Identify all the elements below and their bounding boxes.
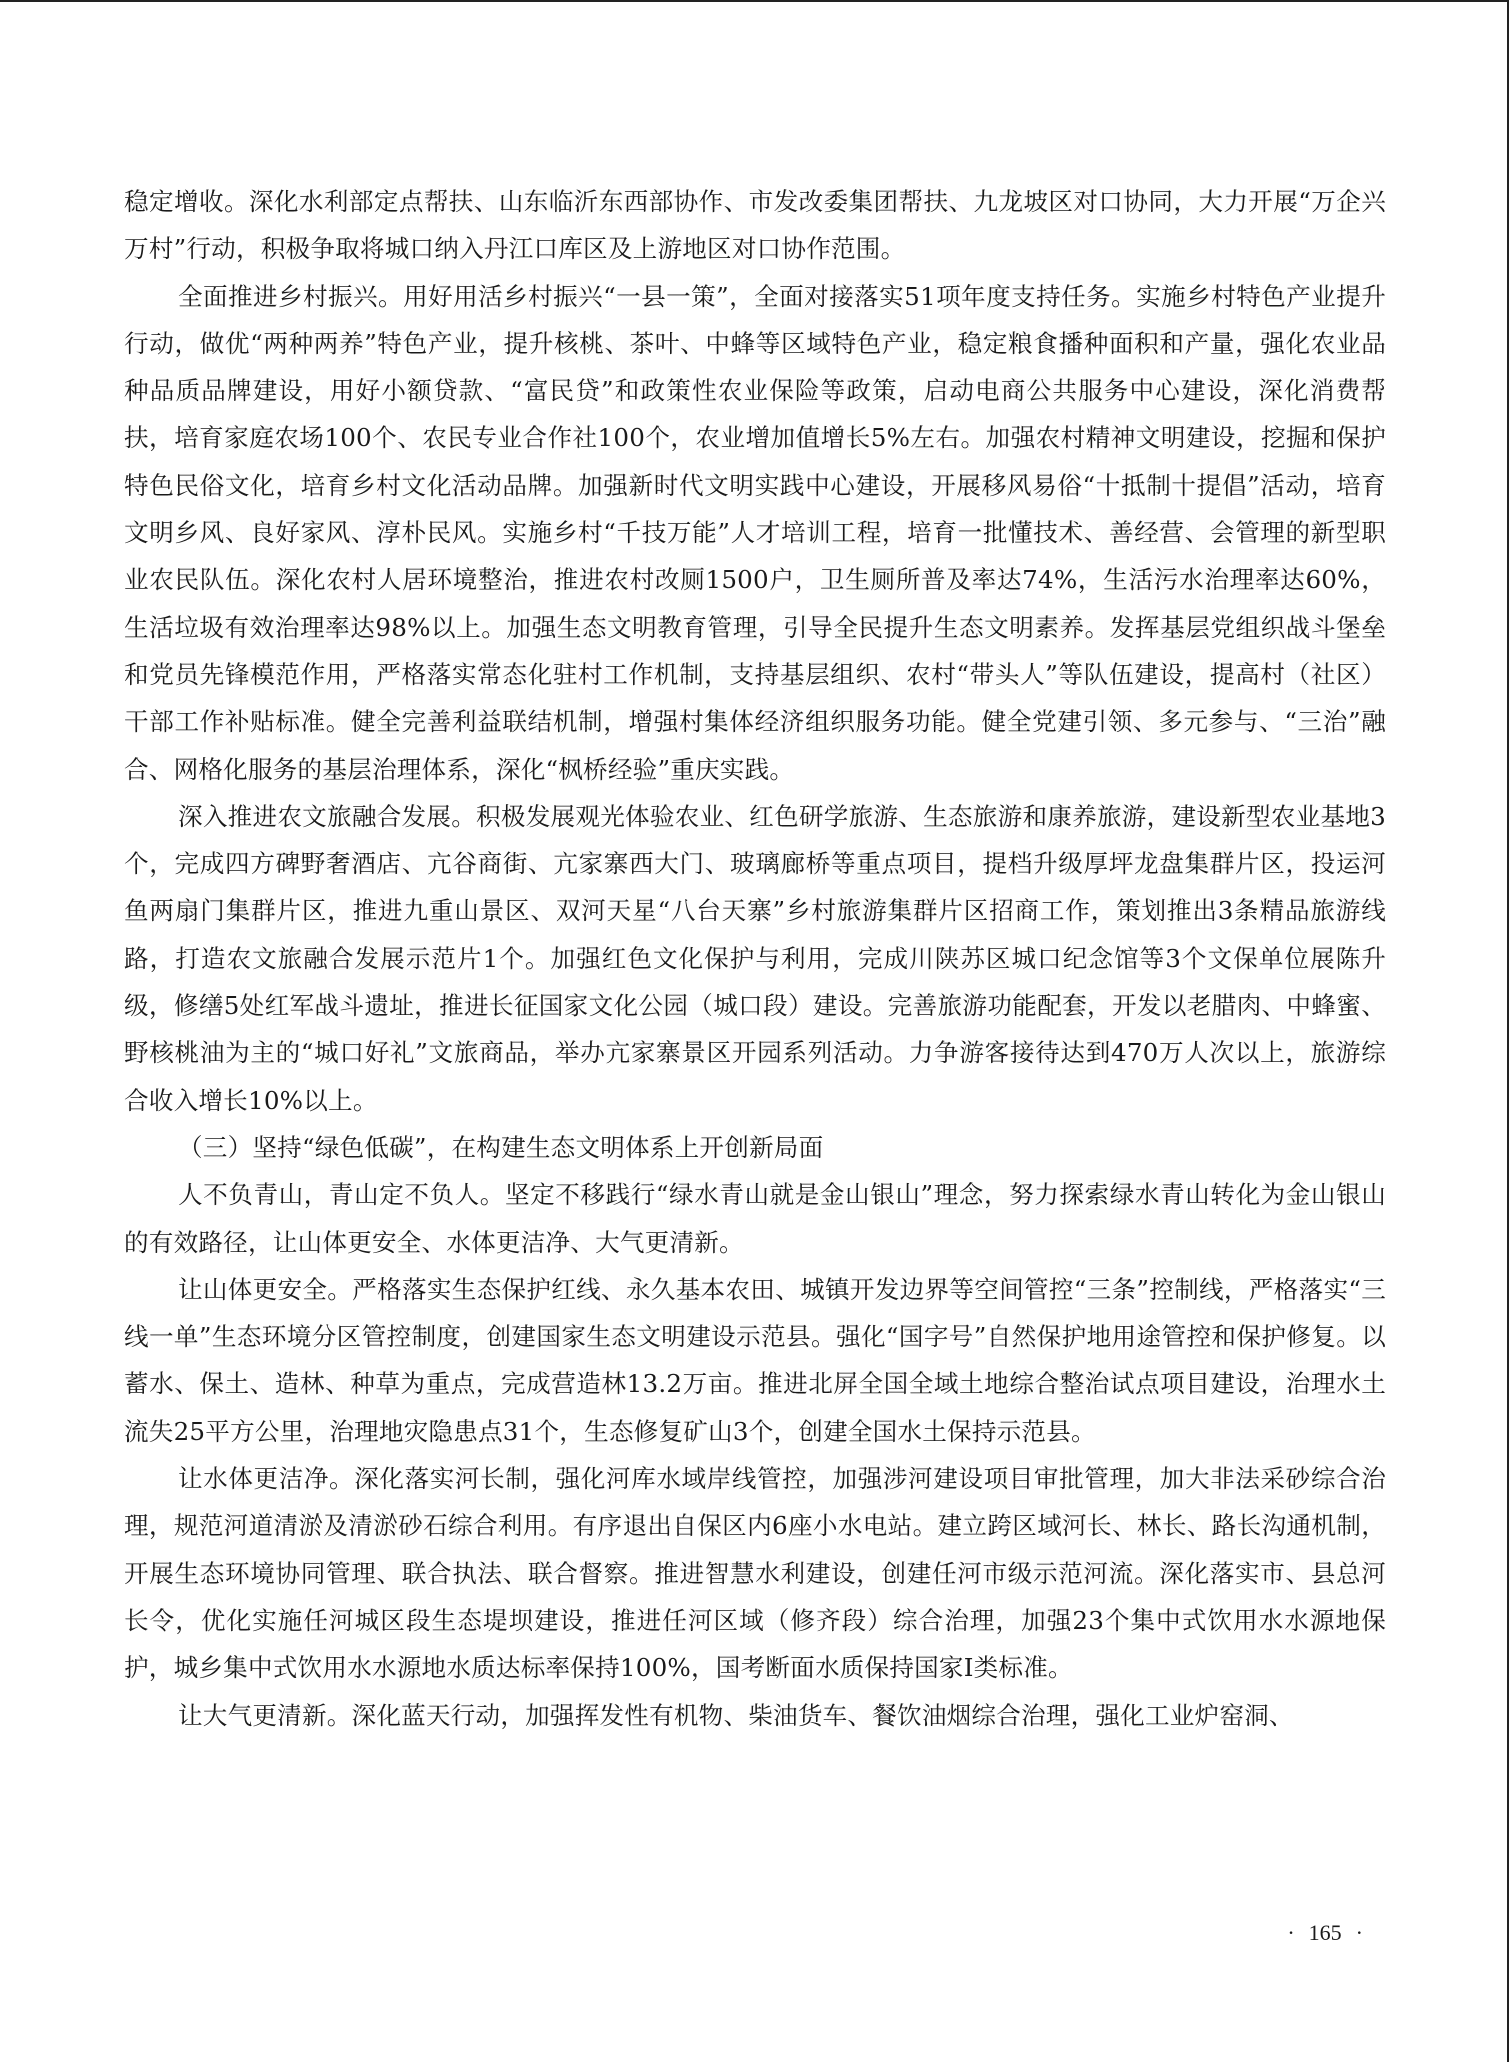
paragraph-water-clean: 让水体更洁净。深化落实河长制，强化河库水域岸线管控，加强涉河建设项目审批管理，加大非法采砂综合治理，规范河道清淤及清淤砂石综合利用。有序退出自保区内6座小水电站。建立跨区域河长、林长、路长沟通机制，开展生态环境协同管理、联合执法、联合督察。推进智慧水利建设，创建任河市级示范河流。深化落实市、县总河长令，优化实施任河城区段生态堤坝建设，推进任河区域（修齐段）综合治理，加强23个集中式饮用水水源地保护，城乡集中式饮用水水源地水质达标率保持100%，国考断面水质保持国家Ⅰ类标准。: [124, 1464, 1386, 1683]
body-text: [124, 178, 1386, 1739]
paragraph-mountain-safety: 让山体更安全。严格落实生态保护红线、永久基本农田、城镇开发边界等空间管控“三条”控制线，严格落实“三线一单”生态环境分区管控制度，创建国家生态文明建设示范县。强化“国字号”自然保护地用途管控和保护修复。以蓄水、保土、造林、种草为重点，完成营造林13.2万亩。推进北屏全国全域土地综合整治试点项目建设，治理水土流失25平方公里，治理地灾隐患点31个，生态修复矿山3个，创建全国水土保持示范县。: [124, 1274, 1386, 1446]
page-number: 165: [1308, 1920, 1342, 1945]
page-number-dot-left: ·: [1287, 1920, 1295, 1945]
section-heading: （三）坚持“绿色低碳”，在构建生态文明体系上开创新局面: [178, 1132, 824, 1162]
paragraph-green-mountains: 人不负青山，青山定不负人。坚定不移践行“绿水青山就是金山银山”理念，努力探索绿水青山转化为金山银山的有效路径，让山体更安全、水体更洁净、大气更清新。: [124, 1180, 1386, 1257]
paragraph-rural-revitalization: 全面推进乡村振兴。用好用活乡村振兴“一县一策”，全面对接落实51项年度支持任务。实施乡村特色产业提升行动，做优“两种两养”特色产业，提升核桃、茶叶、中蜂等区域特色产业，稳定粮食播种面积和产量，强化农业品种品质品牌建设，用好小额贷款、“富民贷”和政策性农业保险等政策，启动电商公共服务中心建设，深化消费帮扶，培育家庭农场100个、农民专业合作社100个，农业增加值增长5%左右。加强农村精神文明建设，挖掘和保护特色民俗文化，培育乡村文化活动品牌。加强新时代文明实践中心建设，开展移风易俗“十抵制十提倡”活动，培育文明乡风、良好家风、淳朴民风。实施乡村“千技万能”人才培训工程，培育一批懂技术、善经营、会管理的新型职业农民队伍。深化农村人居环境整治，推进农村改厕1500户，卫生厕所普及率达74%，生活污水治理率达60%，生活垃圾有效治理率达98%以上。加强生态文明教育管理，引导全民提升生态文明素养。发挥基层党组织战斗堡垒和党员先锋模范作用，严格落实常态化驻村工作机制，支持基层组织、农村“带头人”等队伍建设，提高村（社区）干部工作补贴标准。健全完善利益联结机制，增强村集体经济组织服务功能。健全党建引领、多元参与、“三治”融合、网格化服务的基层治理体系，深化“枫桥经验”重庆实践。: [124, 281, 1386, 784]
page-number-footer: [1273, 1920, 1377, 1946]
paragraph-agri-culture-tourism: 深入推进农文旅融合发展。积极发展观光体验农业、红色研学旅游、生态旅游和康养旅游，建设新型农业基地3个，完成四方碑野奢酒店、亢谷商街、亢家寨西大门、玻璃廊桥等重点项目，提档升级厚坪龙盘集群片区，投运河鱼两扇门集群片区，推进九重山景区、双河天星“八台天寨”乡村旅游集群片区招商工作，策划推出3条精品旅游线路，打造农文旅融合发展示范片1个。加强红色文化保护与利用，完成川陕苏区城口纪念馆等3个文保单位展陈升级，修缮5处红军战斗遗址，推进长征国家文化公园（城口段）建设。完善旅游功能配套，开发以老腊肉、中蜂蜜、野核桃油为主的“城口好礼”文旅商品，举办亢家寨景区开园系列活动。力争游客接待达到470万人次以上，旅游综合收入增长10%以上。: [124, 801, 1386, 1115]
paragraph-continuation: 稳定增收。深化水利部定点帮扶、山东临沂东西部协作、市发改委集团帮扶、九龙坡区对口协同，大力开展“万企兴万村”行动，积极争取将城口纳入丹江口库区及上游地区对口协作范围。: [124, 187, 1386, 264]
page-number-dot-right: ·: [1355, 1920, 1363, 1945]
paragraph-air-fresh: 让大气更清新。深化蓝天行动，加强挥发性有机物、柴油货车、餐饮油烟综合治理，强化工业炉窑洞、: [178, 1700, 1294, 1730]
